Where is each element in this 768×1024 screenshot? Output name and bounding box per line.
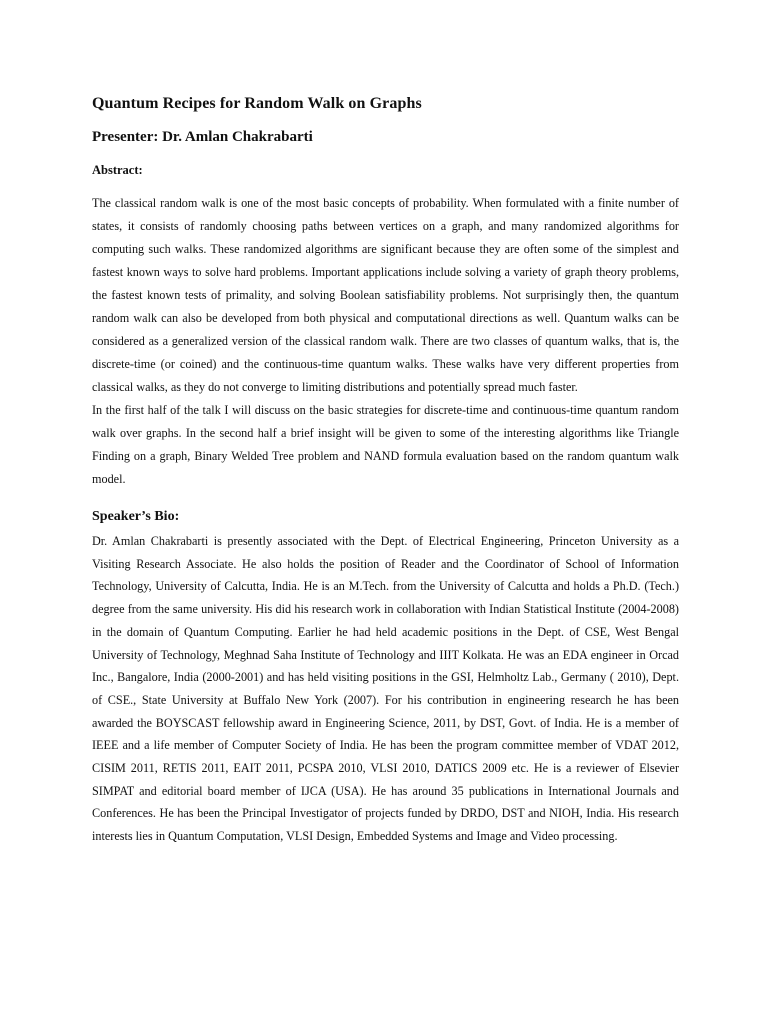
bio-heading: Speaker’s Bio: [92,509,180,524]
abstract-heading: Abstract: [92,163,143,177]
abstract-paragraph: In the first half of the talk I will discuss on the basic strategies for discrete-time and continuous-time quantum random walk over graphs. In the second half a brief insight will be given to some of the interesting algorithms like Triangle Finding on a graph, Binary Welded Tree problem and NAND formula evaluation based on the random quantum walk model. [92,403,679,486]
abstract-body [92,192,679,491]
abstract-paragraph: The classical random walk is one of the most basic concepts of probability. When formulated with a finite number of states, it consists of randomly choosing paths between vertices on a graph, and many randomized algorithms for computing such walks. These randomized algorithms are significant because they are often some of the simplest and fastest known ways to solve hard problems. Important applications include solving a variety of graph theory problems, the fastest known tests of primality, and solving Boolean satisfiability problems. Not surprisingly then, the quantum random walk can also be developed from both physical and computational directions as well. Quantum walks can be considered as a generalized version of the classical random walk. There are two classes of quantum walks, that is, the discrete-time (or coined) and the continuous-time quantum walks. These walks have very different properties from classical walks, as they do not converge to limiting distributions and potentially spread much faster. [92,196,679,394]
document-title: Quantum Recipes for Random Walk on Graphs [92,95,422,112]
bio-body: Dr. Amlan Chakrabarti is presently associated with the Dept. of Electrical Engineering, Princeton University as a Visiting Research Associate. He also holds the position of Reader and the Coordinator of School of Information Technology, University of Calcutta, India. He is an M.Tech. from the University of Calcutta and holds a Ph.D. (Tech.) degree from the same university. His did his research work in collaboration with Indian Statistical Institute (2004-2008) in the domain of Quantum Computing. Earlier he had held academic positions in the Dept. of CSE, West Bengal University of Technology, Meghnad Saha Institute of Technology and IIIT Kolkata. He was an EDA engineer in Orcad Inc., Bangalore, India (2000-2001) and has held visiting positions in the GSI, Helmholtz Lab., Germany ( 2010), Dept. of CSE., State University at Buffalo New York (2007). For his contribution in engineering research he has been awarded the BOYSCAST fellowship award in Engineering Science, 2011, by DST, Govt. of India. He is a member of IEEE and a life member of Computer Society of India. He has been the program committee member of VDAT 2012, CISIM 2011, RETIS 2011, EAIT 2011, PCSPA 2010, VLSI 2010, DATICS 2009 etc. He is a reviewer of Elsevier SIMPAT and editorial board member of IJCA (USA). He has around 35 publications in International Journals and Conferences. He has been the Principal Investigator of projects funded by DRDO, DST and NIOH, India. His research interests lies in Quantum Computation, VLSI Design, Embedded Systems and Image and Video processing. [92,534,679,844]
presenter-line: Presenter: Dr. Amlan Chakrabarti [92,129,313,145]
